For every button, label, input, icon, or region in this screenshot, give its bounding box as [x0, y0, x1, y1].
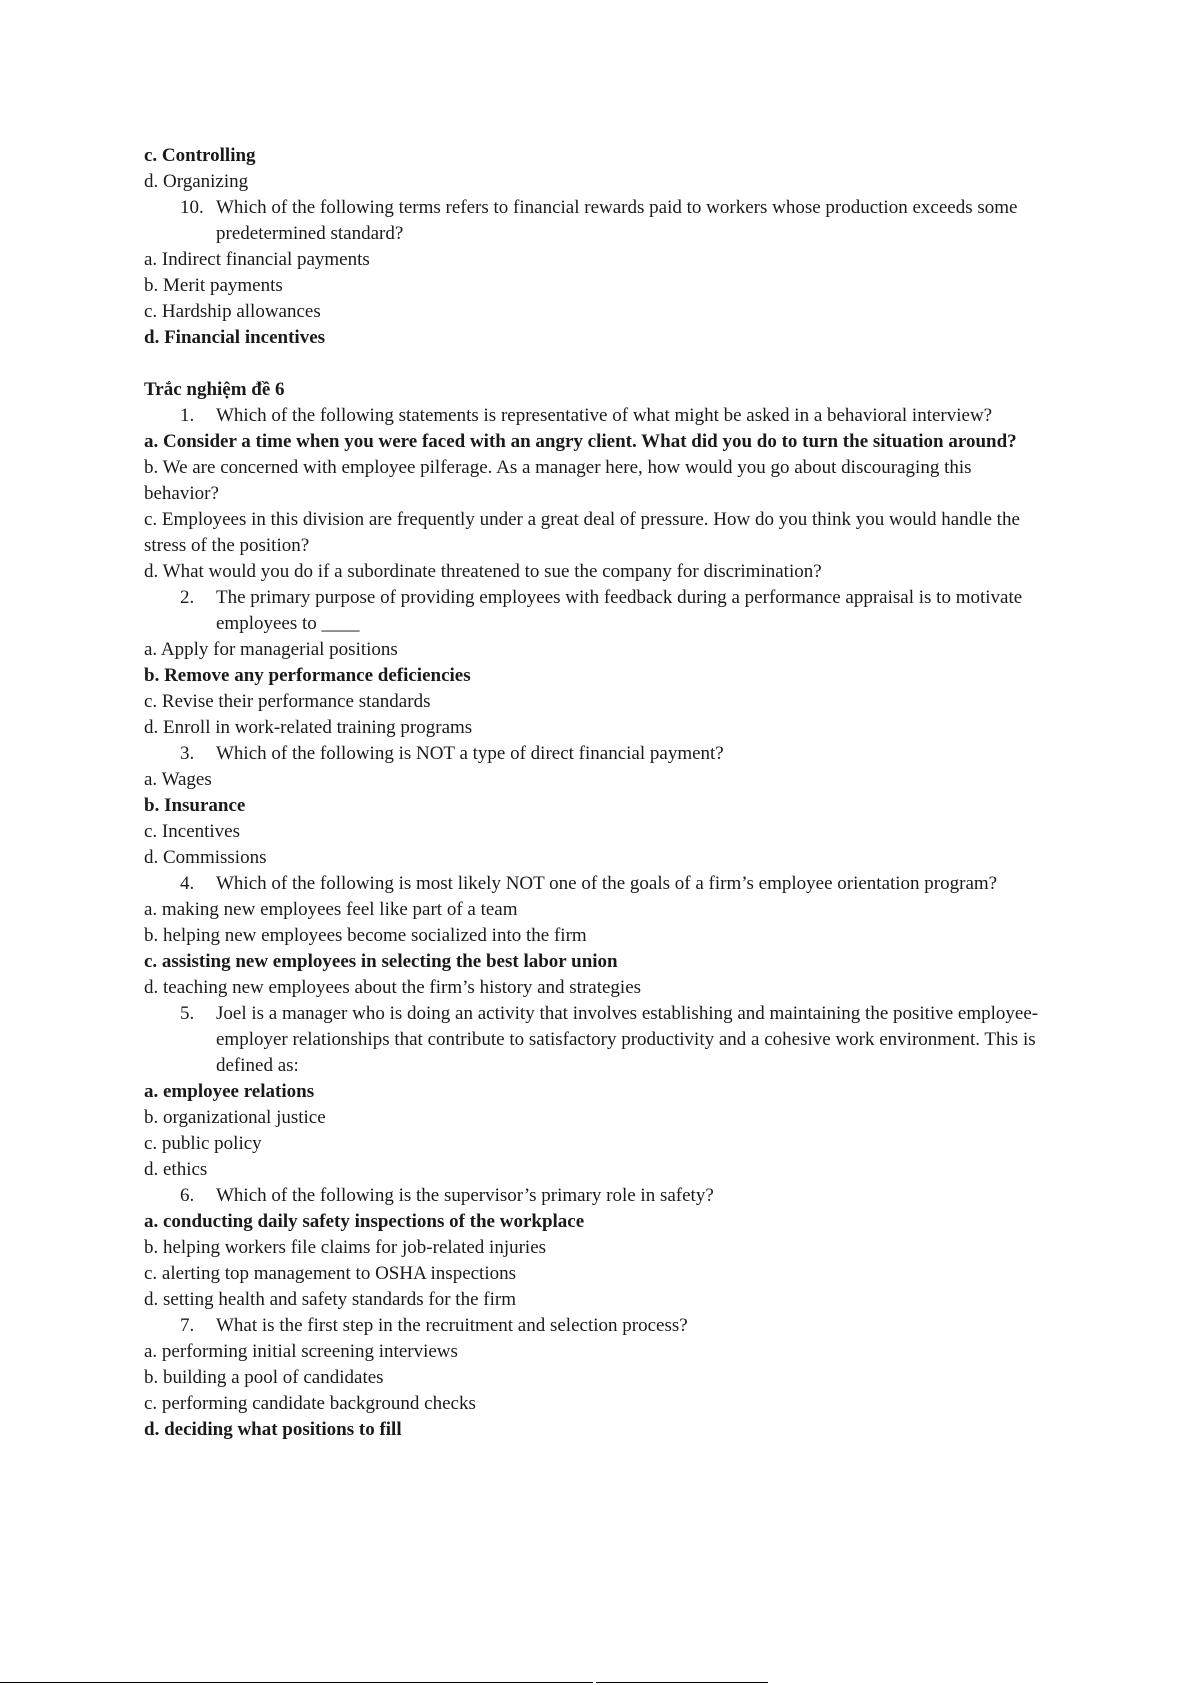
answer-option: b. organizational justice — [144, 1107, 326, 1128]
question-number: 5. — [180, 1003, 195, 1024]
question-number: 4. — [180, 873, 195, 894]
section-title: Trắc nghiệm đề 6 — [144, 379, 285, 400]
answer-option-correct: c. assisting new employees in selecting the best labor union — [144, 951, 618, 972]
question-7 — [144, 1313, 1044, 1339]
question-number: 1. — [180, 405, 195, 426]
question-5 — [144, 1001, 1044, 1079]
answer-option-correct: c. Controlling — [144, 145, 256, 166]
question-3 — [144, 741, 1044, 767]
answer-option: a. Wages — [144, 769, 212, 790]
question-text: Which of the following is the supervisor’s primary role in safety? — [216, 1185, 714, 1206]
question-10 — [144, 195, 1044, 247]
question-number: 7. — [180, 1315, 195, 1336]
question-text: The primary purpose of providing employees with feedback during a performance appraisal is to motivate employees to ____ — [216, 587, 1023, 634]
footer-rule — [596, 1682, 768, 1683]
answer-option: a. performing initial screening interviews — [144, 1341, 458, 1362]
answer-option: c. alerting top management to OSHA inspections — [144, 1263, 517, 1284]
answer-option: c. public policy — [144, 1133, 262, 1154]
question-number: 6. — [180, 1185, 195, 1206]
answer-option: b. building a pool of candidates — [144, 1367, 384, 1388]
question-text: Which of the following is NOT a type of direct financial payment? — [216, 743, 724, 764]
answer-option-correct: b. Remove any performance deficiencies — [144, 665, 471, 686]
document-body — [144, 143, 1044, 1443]
question-4 — [144, 871, 1044, 897]
answer-option: c. Incentives — [144, 821, 241, 842]
question-text: What is the first step in the recruitment and selection process? — [216, 1315, 688, 1336]
question-text: Which of the following terms refers to financial rewards paid to workers whose production exceeds some predetermined standard? — [216, 197, 1018, 244]
answer-option: c. performing candidate background checks — [144, 1393, 476, 1414]
answer-option-correct: a. Consider a time when you were faced with an angry client. What did you do to turn the situation around? — [144, 431, 1017, 452]
question-text: Joel is a manager who is doing an activity that involves establishing and maintaining the positive employee-employer relationships that contribute to satisfactory productivity and a cohesive work environment. This is defined as: — [216, 1003, 1039, 1076]
question-text: Which of the following is most likely NOT one of the goals of a firm’s employee orientation program? — [216, 873, 998, 894]
question-2 — [144, 585, 1044, 637]
question-1 — [144, 403, 1044, 429]
question-6 — [144, 1183, 1044, 1209]
question-number: 2. — [180, 587, 195, 608]
question-text: Which of the following statements is representative of what might be asked in a behavioral interview? — [216, 405, 993, 426]
answer-option: d. Commissions — [144, 847, 267, 868]
answer-option-correct: d. Financial incentives — [144, 327, 326, 348]
answer-option: a. Apply for managerial positions — [144, 639, 398, 660]
spacer — [144, 351, 1044, 377]
answer-option: b. We are concerned with employee pilferage. As a manager here, how would you go about discouraging this behavior? — [144, 457, 972, 504]
answer-option: d. teaching new employees about the firm’s history and strategies — [144, 977, 642, 998]
answer-option: d. Enroll in work-related training programs — [144, 717, 473, 738]
answer-option: a. Indirect financial payments — [144, 249, 370, 270]
footer-rule — [0, 1682, 593, 1683]
answer-option: c. Hardship allowances — [144, 301, 321, 322]
answer-option: d. What would you do if a subordinate threatened to sue the company for discrimination? — [144, 561, 822, 582]
answer-option: d. ethics — [144, 1159, 208, 1180]
answer-option: b. helping workers file claims for job-related injuries — [144, 1237, 547, 1258]
answer-option-correct: b. Insurance — [144, 795, 246, 816]
answer-option: c. Employees in this division are frequently under a great deal of pressure. How do you think you would handle the stress of the position? — [144, 509, 1020, 556]
answer-option: c. Revise their performance standards — [144, 691, 431, 712]
question-number: 10. — [180, 197, 204, 218]
answer-option: a. making new employees feel like part of a team — [144, 899, 518, 920]
answer-option: b. helping new employees become socialized into the firm — [144, 925, 587, 946]
question-number: 3. — [180, 743, 195, 764]
answer-option: d. setting health and safety standards for the firm — [144, 1289, 516, 1310]
answer-option-correct: a. employee relations — [144, 1081, 315, 1102]
answer-option-correct: d. deciding what positions to fill — [144, 1419, 402, 1440]
answer-option-correct: a. conducting daily safety inspections of the workplace — [144, 1211, 585, 1232]
answer-option: b. Merit payments — [144, 275, 283, 296]
answer-option: d. Organizing — [144, 171, 249, 192]
